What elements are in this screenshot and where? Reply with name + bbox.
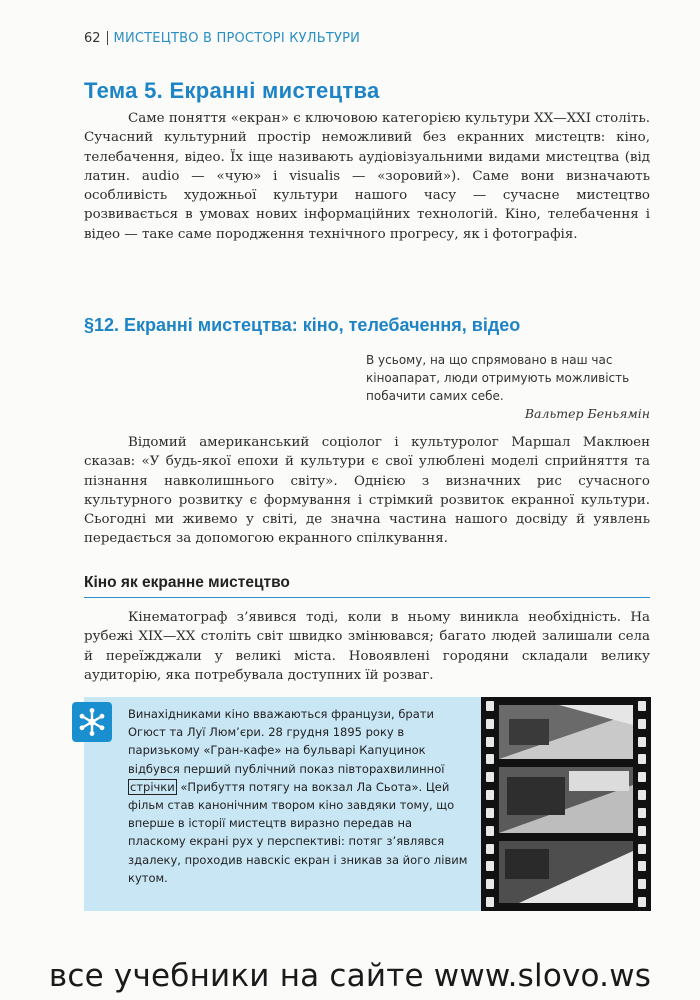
intro-paragraph bbox=[84, 109, 650, 244]
info-text-part-2: «Прибуття потягу на вокзал Ла Сьота». Цей фільм став канонічним твором кіно завдяки тому, що вперше в історії мистецтв виразно передав на пласкому екрані рух у перспективі: потяг з’являвся здалеку, проходив навскіс екран і зникав за його лівим кутом. bbox=[128, 779, 468, 885]
epigraph-text: В усьому, на що спрямовано в наш час кіноапарат, люди отримують можливість побачити самих себе. bbox=[366, 353, 630, 403]
header-separator bbox=[107, 31, 108, 45]
epigraph-author: Вальтер Беньямін bbox=[524, 406, 650, 421]
info-box-text bbox=[128, 705, 468, 887]
running-title: МИСТЕЦТВО В ПРОСТОРІ КУЛЬТУРИ bbox=[113, 30, 361, 46]
film-frame bbox=[499, 767, 633, 833]
paragraph-cinema bbox=[84, 608, 650, 685]
info-highlight-word: стрічки bbox=[130, 779, 175, 794]
paragraph-mcluhan bbox=[84, 433, 650, 549]
paragraph-mcluhan-text: Відомий американський соціолог і культуролог Маршал Маклюен сказав: «У будь-якої епохи й культури є свої улюблені моделі сприйняття та пізнання навколишнього світу». Однією з визначних рис сучасного культурного розвитку є формування і стрімкий розвиток екранної культури. Сьогодні ми живемо у світі, де значна частина нашого досвіду й уявлень передається за допомогою екранного спілкування. bbox=[84, 435, 650, 547]
intro-paragraph-text: Саме поняття «екран» є ключовою категорією культури XX—XXI століть. Сучасний культурний простір неможливий без екранних мистецтв: кіно, телебачення, відео. Їх іще називають аудіовізуальними видами мистецтва (від латин. audio — «чую» і visualis — «зоровий»). Саме вони визначають особливість художньої культури нашого часу — сучасне мистецтво розвивається в умовах нових інформаційних технологій. Кіно, телебачення і відео — таке саме породження технічного прогресу, як і фотографія. bbox=[84, 111, 650, 242]
paragraph-cinema-text: Кінематограф з’явився тоді, коли в ньому виникла необхідність. На рубежі XIX—XX століть світ швидко змінювався; багато людей залишали села й переїжджали у великі міста. Новоявлені городяни складали велику аудиторію, яка потребувала доступних їй розваг. bbox=[84, 610, 650, 683]
subheading: Кіно як екранне мистецтво bbox=[84, 574, 650, 598]
section-title: §12. Екранні мистецтва: кіно, телебачення, відео bbox=[84, 315, 521, 335]
page-header bbox=[84, 28, 360, 48]
theme-title: Тема 5. Екранні мистецтва bbox=[84, 78, 380, 103]
site-watermark: все учебники на сайте www.slovo.ws bbox=[48, 958, 652, 994]
film-frame bbox=[499, 705, 633, 759]
film-perforation-right bbox=[636, 697, 648, 911]
film-frame bbox=[499, 841, 633, 903]
film-perforation-left bbox=[484, 697, 496, 911]
filmstrip-image bbox=[481, 697, 651, 911]
snowflake-icon bbox=[72, 702, 112, 742]
info-text-part-1: Винахідниками кіно вважаються французи, брати Огюст та Луї Люм’єри. 28 грудня 1895 року в паризькому «Гран-кафе» на бульварі Капуцинок відбувся перший публічний показ півторахвилинної bbox=[128, 707, 445, 776]
page-number: 62 bbox=[84, 30, 101, 46]
